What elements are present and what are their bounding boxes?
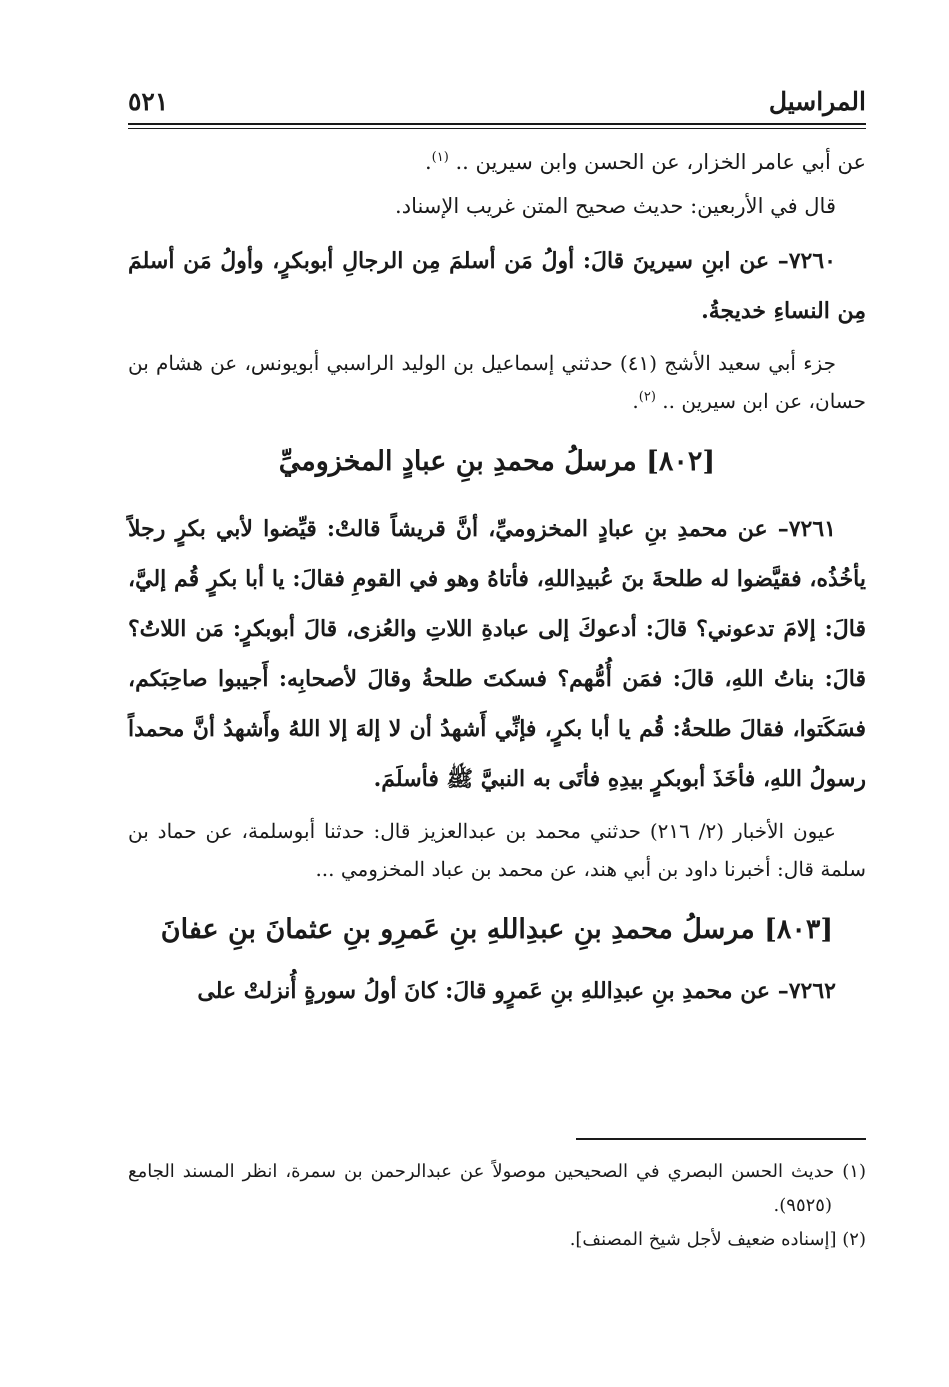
hadith-text: عن محمدِ بنِ عبدِاللهِ بنِ عَمرٍو قالَ: كانَ أولُ سورةٍ أُنزلتْ على [197,978,778,1004]
hadith-7261 [128,504,866,804]
hadith-text: عن ابنِ سيرينَ قالَ: أولُ مَن أسلمَ مِن الرجالِ أبوبكرٍ، وأولُ مَن أسلمَ مِن النساءِ خديجةُ. [128,248,866,324]
spacer [128,420,866,434]
footnote-1: (١) حديث الحسن البصري في الصحيحين موصولاً عن عبدالرحمن بن سمرة، انظر المسند الجامع (٩٥٢٥). [128,1161,866,1216]
paragraph-end: . [424,150,432,174]
spacer [128,888,866,902]
footnote-2: (٢) [إسناده ضعيف لأجل شيخ المصنف]. [569,1229,866,1250]
source-7261: عيون الأخبار (٢/ ٢١٦) حدثني محمد بن عبدالعزيز قال: حدثنا أبوسلمة، عن حماد بن سلمة قال: أخبرنا داود بن أبي هند، عن محمد بن عباد المخزومي ... [128,819,866,881]
footnotes [128,1155,866,1257]
source-text: جزء أبي سعيد الأشج (٤١) حدثني إسماعيل بن الوليد الراسبي أبويونس، عن هشام بن حسان، عن ابن سيرين .. [128,351,866,413]
spacer [128,228,866,236]
source-end: . [632,389,639,413]
page-header [128,84,866,120]
source-7260 [128,344,866,420]
spacer [128,336,866,344]
spacer [128,804,866,812]
hadith-number: ٧٢٦١– [777,516,836,542]
header-rule-thin [128,128,866,129]
running-title: المراسيل [768,87,866,116]
footnote-separator [576,1138,866,1140]
hadith-number: ٧٢٦٠– [777,248,836,274]
section-heading-802: [٨٠٢] مرسلُ محمدِ بنِ عبادٍ المخزوميِّ [278,446,716,477]
section-heading-803: [٨٠٣] مرسلُ محمدِ بنِ عبدِاللهِ بنِ عَمرِو بنِ عثمانَ بنِ عفانَ [160,914,834,945]
spacer [128,958,866,966]
page-number: ٥٢١ [128,87,169,116]
hadith-7260 [128,236,866,336]
paragraph-source-continuation [128,140,866,184]
paragraph-text: عن أبي عامر الخزار، عن الحسن وابن سيرين .. [448,150,866,174]
footnote-ref: (٢) [638,389,656,405]
paragraph-grading: قال في الأربعين: حديث صحيح المتن غريب الإسناد. [395,194,836,218]
footnote-ref: (١) [431,150,449,165]
main-text [128,140,866,1016]
hadith-number: ٧٢٦٢– [777,978,836,1004]
header-rule [128,123,866,125]
hadith-7262 [128,966,866,1016]
spacer [128,490,866,504]
hadith-text: عن محمدِ بنِ عبادٍ المخزوميِّ، أنَّ قريشاً قالتْ: قيِّضوا لأبي بكرٍ رجلاً يأخُذُه، فقيَّضوا له طلحةَ بنَ عُبيدِاللهِ، فأتاهُ وهو في القومِ فقالَ: يا أبا بكرٍ قُم إليَّ، قالَ: إلامَ تدعوني؟ قالَ: أدعوكَ إلى عبادةِ اللاتِ والعُزى، قالَ أبوبكرٍ: مَن اللاتُ؟ قالَ: بناتُ اللهِ، قالَ: فمَن أُمُّهم؟ فسكتَ طلحةُ وقالَ لأصحابِه: أَجيبوا صاحِبَكم، فسَكَتوا، فقالَ طلحةُ: قُم يا أبا بكرٍ، فإنِّي أَشهدُ أن لا إلهَ إلا اللهُ وأَشهدُ أنَّ محمداً رسولُ اللهِ، فأخَذَ أبوبكرٍ بيدِهِ فأتَى به النبيَّ ﷺ فأسلَمَ. [128,516,866,792]
